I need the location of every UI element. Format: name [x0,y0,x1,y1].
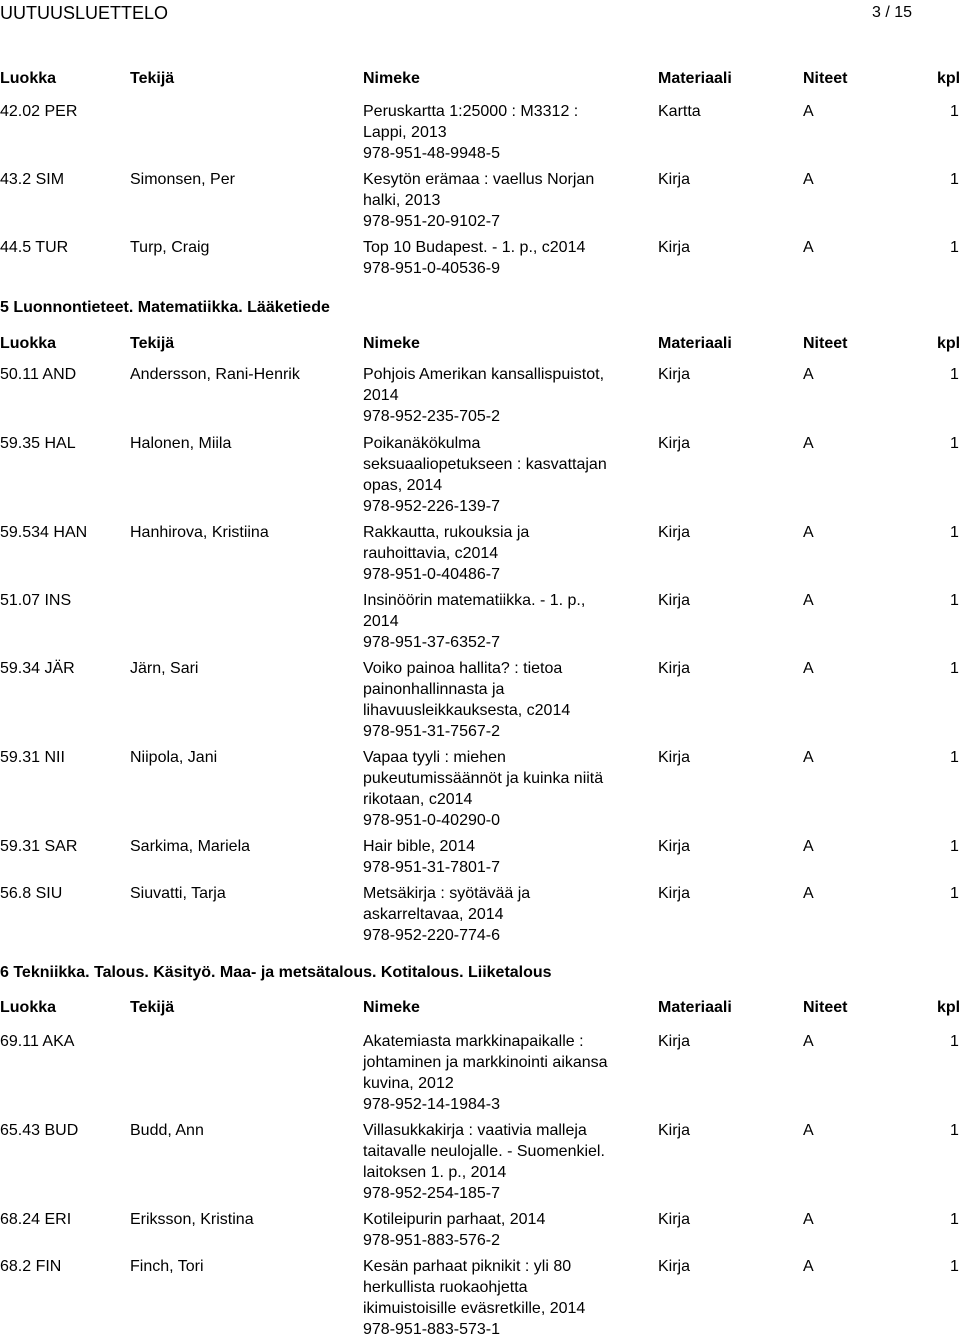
entry-title-line: ikimuistoisille eväsretkille, 2014 [363,1300,586,1317]
entry-title [363,169,623,232]
column-header-luokka: Luokka [0,70,57,87]
entry-title-line: Kotileipurin parhaat, 2014 [363,1211,546,1228]
table-header-row [0,68,960,89]
entry-holdings: A [803,1122,814,1139]
entry-count: 1 [950,435,959,452]
entry-title [363,590,623,653]
column-header-kpl: kpl [937,335,960,352]
entry-count: 1 [950,838,959,855]
entry-count: 1 [950,592,959,609]
entry-title-line: Top 10 Budapest. - 1. p., c2014 [363,239,586,256]
entry-title-line: 978-951-0-40536-9 [363,260,500,277]
entry-title-line: 978-952-226-139-7 [363,498,500,515]
entry-material: Kirja [658,660,691,677]
entry-count: 1 [950,524,959,541]
entry-class: 43.2 SIM [0,171,65,188]
table-header-row [0,333,960,354]
entry-author: Eriksson, Kristina [130,1211,254,1228]
column-header-niteet: Niteet [803,999,848,1016]
entry-author: Andersson, Rani-Henrik [130,366,300,383]
entry-title [363,1209,623,1251]
entry-holdings: A [803,885,814,902]
entry-holdings: A [803,838,814,855]
entry-title-line: 2014 [363,613,399,630]
entry-material: Kartta [658,103,701,120]
entry-title-line: 978-951-31-7801-7 [363,859,500,876]
column-header-nimeke: Nimeke [363,70,420,87]
entry-author: Finch, Tori [130,1258,204,1275]
entry-title-line: Insinöörin matematiikka. - 1. p., [363,592,586,609]
entry-author: Budd, Ann [130,1122,204,1139]
entry-author: Hanhirova, Kristiina [130,524,269,541]
entry-title [363,658,623,742]
entry-count: 1 [950,1211,959,1228]
entry-count: 1 [950,239,959,256]
column-header-tekija: Tekijä [130,70,175,87]
column-header-materiaali: Materiaali [658,70,732,87]
entry-count: 1 [950,885,959,902]
entry-author: Sarkima, Mariela [130,838,251,855]
entry-material: Kirja [658,838,691,855]
entry-class: 69.11 AKA [0,1033,75,1050]
entry-title-line: opas, 2014 [363,477,443,494]
entry-material: Kirja [658,1258,691,1275]
entry-count: 1 [950,1258,959,1275]
entry-title-line: Rakkautta, rukouksia ja [363,524,530,541]
entry-title-line: Lappi, 2013 [363,124,447,141]
entry-material: Kirja [658,749,691,766]
entry-title [363,1256,623,1340]
section-heading: 5 Luonnontieteet. Matematiikka. Lääketiede [0,299,330,316]
entry-class: 59.31 NII [0,749,65,766]
entry-class: 50.11 AND [0,366,77,383]
entry-material: Kirja [658,1122,691,1139]
entry-title-line: 978-951-883-573-1 [363,1321,500,1338]
entry-author: Turp, Craig [130,239,210,256]
entry-class: 59.31 SAR [0,838,78,855]
entry-class: 44.5 TUR [0,239,69,256]
column-header-kpl: kpl [937,999,960,1016]
entry-title-line: kuvina, 2012 [363,1075,454,1092]
column-header-tekija: Tekijä [130,999,175,1016]
page-number: 3 / 15 [872,4,913,21]
entry-title [363,883,623,946]
entry-title-line: askarreltavaa, 2014 [363,906,504,923]
entry-title-line: pukeutumissäännöt ja kuinka niitä [363,770,604,787]
column-header-kpl: kpl [937,70,960,87]
entry-material: Kirja [658,885,691,902]
entry-material: Kirja [658,435,691,452]
entry-title [363,433,623,517]
entry-title [363,237,623,279]
entry-title-line: 978-952-235-705-2 [363,408,500,425]
entry-material: Kirja [658,366,691,383]
entry-title-line: Kesän parhaat piknikit : yli 80 [363,1258,572,1275]
entry-title-line: Pohjois Amerikan kansallispuistot, [363,366,605,383]
entry-title-line: rikotaan, c2014 [363,791,473,808]
column-header-luokka: Luokka [0,335,57,352]
entry-holdings: A [803,1258,814,1275]
entry-holdings: A [803,435,814,452]
column-header-nimeke: Nimeke [363,335,420,352]
entry-class: 56.8 SIU [0,885,63,902]
entry-holdings: A [803,524,814,541]
entry-holdings: A [803,660,814,677]
entry-material: Kirja [658,592,691,609]
entry-holdings: A [803,171,814,188]
entry-title-line: 978-952-14-1984-3 [363,1096,500,1113]
entry-title [363,1120,623,1204]
entry-title-line: Voiko painoa hallita? : tietoa [363,660,563,677]
entry-count: 1 [950,1122,959,1139]
entry-material: Kirja [658,239,691,256]
entry-title-line: Peruskartta 1:25000 : M3312 : [363,103,579,120]
entry-title [363,364,623,427]
table-header-row [0,997,960,1018]
entry-title-line: laitoksen 1. p., 2014 [363,1164,507,1181]
entry-author: Siuvatti, Tarja [130,885,226,902]
column-header-niteet: Niteet [803,335,848,352]
entry-title-line: Vapaa tyyli : miehen [363,749,506,766]
entry-title-line: halki, 2013 [363,192,441,209]
entry-holdings: A [803,1211,814,1228]
entry-title [363,101,623,164]
entry-title-line: Poikanäkökulma [363,435,481,452]
page-title: UUTUUSLUETTELO [0,3,169,23]
entry-count: 1 [950,171,959,188]
column-header-tekija: Tekijä [130,335,175,352]
entry-title-line: Villasukkakirja : vaativia malleja [363,1122,587,1139]
entry-title-line: johtaminen ja markkinointi aikansa [363,1054,608,1071]
entry-count: 1 [950,103,959,120]
entry-title-line: 978-952-254-185-7 [363,1185,500,1202]
entry-count: 1 [950,1033,959,1050]
entry-title [363,836,623,878]
section-heading: 6 Tekniikka. Talous. Käsityö. Maa- ja metsätalous. Kotitalous. Liiketalous [0,964,552,981]
entry-class: 68.2 FIN [0,1258,62,1275]
entry-title-line: seksuaaliopetukseen : kasvattajan [363,456,607,473]
entry-title-line: 978-951-31-7567-2 [363,723,500,740]
entry-title [363,1031,623,1115]
entry-title-line: painonhallinnasta ja [363,681,505,698]
entry-title-line: 978-951-37-6352-7 [363,634,500,651]
entry-material: Kirja [658,1033,691,1050]
entry-class: 59.35 HAL [0,435,76,452]
entry-title-line: rauhoittavia, c2014 [363,545,499,562]
entry-title-line: 978-951-20-9102-7 [363,213,500,230]
entry-title-line: taitavalle neulojalle. - Suomenkiel. [363,1143,605,1160]
column-header-niteet: Niteet [803,70,848,87]
entry-title-line: 2014 [363,387,399,404]
entry-title-line: Metsäkirja : syötävää ja [363,885,531,902]
column-header-luokka: Luokka [0,999,57,1016]
entry-class: 65.43 BUD [0,1122,79,1139]
entry-author: Halonen, Miila [130,435,232,452]
entry-material: Kirja [658,524,691,541]
entry-class: 51.07 INS [0,592,72,609]
entry-title-line: Akatemiasta markkinapaikalle : [363,1033,584,1050]
entry-holdings: A [803,366,814,383]
entry-title [363,747,623,831]
entry-count: 1 [950,660,959,677]
entry-material: Kirja [658,171,691,188]
entry-title-line: Kesytön erämaa : vaellus Norjan [363,171,595,188]
entry-title-line: 978-952-220-774-6 [363,927,500,944]
entry-material: Kirja [658,1211,691,1228]
entry-author: Niipola, Jani [130,749,218,766]
entry-title-line: 978-951-48-9948-5 [363,145,500,162]
entry-title-line: Hair bible, 2014 [363,838,476,855]
entry-holdings: A [803,592,814,609]
entry-title-line: lihavuusleikkauksesta, c2014 [363,702,571,719]
entry-title-line: herkullista ruokaohjetta [363,1279,528,1296]
entry-holdings: A [803,239,814,256]
entry-holdings: A [803,749,814,766]
entry-class: 59.34 JÄR [0,660,75,677]
entry-count: 1 [950,366,959,383]
entry-title-line: 978-951-883-576-2 [363,1232,500,1249]
entry-title [363,522,623,585]
entry-class: 68.24 ERI [0,1211,72,1228]
entry-title-line: 978-951-0-40290-0 [363,812,500,829]
entry-holdings: A [803,1033,814,1050]
entry-title-line: 978-951-0-40486-7 [363,566,500,583]
entry-holdings: A [803,103,814,120]
entry-author: Järn, Sari [130,660,199,677]
entry-class: 59.534 HAN [0,524,88,541]
entry-author: Simonsen, Per [130,171,235,188]
entry-count: 1 [950,749,959,766]
column-header-materiaali: Materiaali [658,335,732,352]
entry-class: 42.02 PER [0,103,78,120]
column-header-nimeke: Nimeke [363,999,420,1016]
column-header-materiaali: Materiaali [658,999,732,1016]
